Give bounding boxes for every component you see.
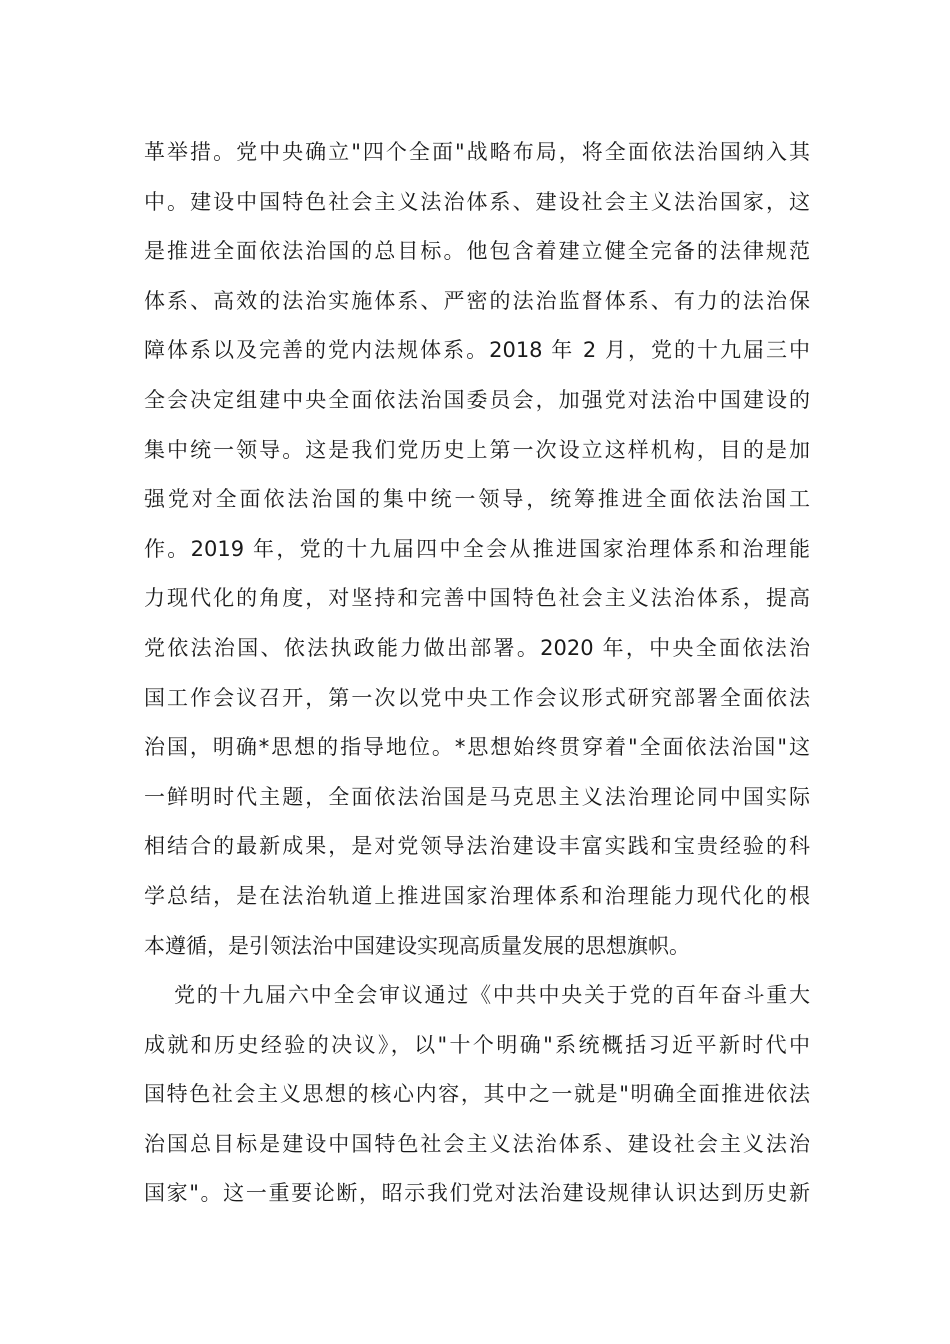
text-line: 本遵循，是引领法治中国建设实现高质量发展的思想旗帜。	[144, 933, 690, 958]
text-line: 党的十九届六中全会审议通过《中共中央关于党的百年奋斗重大	[174, 983, 810, 1008]
text-line: 强党对全面依法治国的集中统一领导，统筹推进全面依法治国工	[144, 487, 810, 512]
text-line: 体系、高效的法治实施体系、严密的法治监督体系、有力的法治保	[144, 288, 810, 313]
text-line: 成就和历史经验的决议》，以"十个明确"系统概括习近平新时代中	[144, 1032, 810, 1057]
text-line: 集中统一领导。这是我们党历史上第一次设立这样机构，目的是加	[144, 437, 810, 462]
text-line: 是推进全面依法治国的总目标。他包含着建立健全完备的法律规范	[144, 239, 810, 264]
text-line: 力现代化的角度，对坚持和完善中国特色社会主义法治体系，提高	[144, 586, 810, 611]
text-line: 国家"。这一重要论断，昭示我们党对法治建设规律认识达到历史新	[144, 1181, 810, 1206]
text-line: 治国，明确*思想的指导地位。*思想始终贯穿着"全面依法治国"这	[144, 735, 810, 760]
text-line: 作。2019 年，党的十九届四中全会从推进国家治理体系和治理能	[144, 536, 810, 561]
text-line: 全会决定组建中央全面依法治国委员会，加强党对法治中国建设的	[144, 387, 810, 412]
text-line: 一鲜明时代主题，全面依法治国是马克思主义法治理论同中国实际	[144, 784, 810, 809]
text-line: 障体系以及完善的党内法规体系。2018 年 2 月，党的十九届三中	[144, 338, 810, 363]
text-line: 学总结，是在法治轨道上推进国家治理体系和治理能力现代化的根	[144, 883, 810, 908]
text-line: 国工作会议召开，第一次以党中央工作会议形式研究部署全面依法	[144, 685, 810, 710]
body-text	[144, 128, 810, 1219]
text-line: 党依法治国、依法执政能力做出部署。2020 年，中央全面依法治	[144, 635, 810, 660]
text-line: 革举措。党中央确立"四个全面"战略布局，将全面依法治国纳入其	[144, 140, 810, 164]
text-line: 治国总目标是建设中国特色社会主义法治体系、建设社会主义法治	[144, 1131, 810, 1156]
text-line: 国特色社会主义思想的核心内容，其中之一就是"明确全面推进依法	[144, 1082, 810, 1107]
text-line: 中。建设中国特色社会主义法治体系、建设社会主义法治国家，这	[144, 189, 810, 214]
text-line: 相结合的最新成果，是对党领导法治建设丰富实践和宝贵经验的科	[144, 834, 810, 859]
